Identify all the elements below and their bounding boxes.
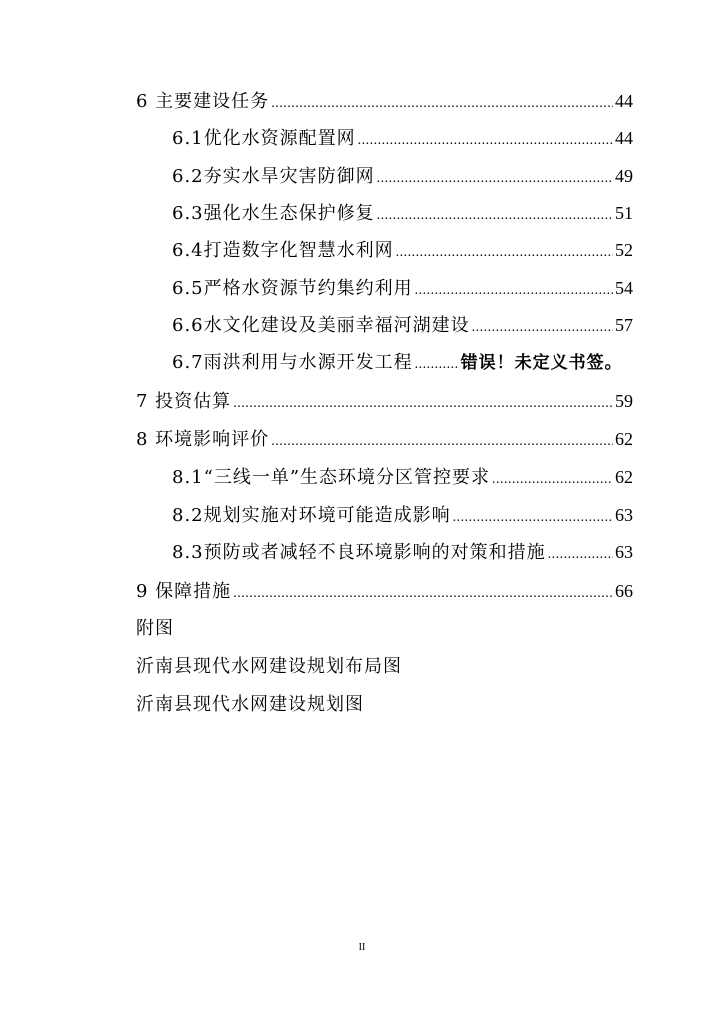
toc-entry[interactable] bbox=[172, 310, 633, 340]
toc-entry-page: 51 bbox=[615, 203, 633, 223]
toc-entry-title: 8.2规划实施对环境可能造成影响 bbox=[172, 505, 451, 526]
toc-entry[interactable] bbox=[172, 273, 633, 303]
toc-entry-page: 44 bbox=[615, 91, 633, 111]
dot-leader bbox=[415, 350, 459, 380]
toc-entry-page: 63 bbox=[615, 542, 633, 562]
dot-leader bbox=[396, 238, 613, 268]
appendix-heading: 附图 bbox=[136, 618, 174, 639]
toc-entry-page: 62 bbox=[615, 467, 633, 487]
dot-leader bbox=[492, 465, 613, 495]
toc-entry-page: 44 bbox=[615, 128, 633, 148]
dot-leader bbox=[358, 126, 613, 156]
dot-leader bbox=[377, 164, 613, 194]
page-number: II bbox=[358, 942, 366, 953]
toc-entry-page: 49 bbox=[615, 166, 633, 186]
toc-entry-title: 6.7雨洪利用与水源开发工程 bbox=[172, 352, 413, 373]
toc-entry[interactable] bbox=[136, 576, 633, 606]
toc-entry-title: 6.2夯实水旱灾害防御网 bbox=[172, 166, 375, 187]
toc-entry-title: 6.1优化水资源配置网 bbox=[172, 128, 356, 149]
toc-entry[interactable] bbox=[172, 161, 633, 191]
dot-leader bbox=[271, 89, 613, 119]
appendix-item[interactable]: 沂南县现代水网建设规划布局图 bbox=[136, 656, 402, 677]
dot-leader bbox=[453, 503, 613, 533]
toc-entry-title: 6.5严格水资源节约集约利用 bbox=[172, 278, 413, 299]
toc-entry[interactable] bbox=[172, 235, 633, 265]
toc-entry[interactable] bbox=[172, 537, 633, 567]
toc-entry[interactable] bbox=[172, 123, 633, 153]
toc-entry[interactable] bbox=[136, 424, 633, 454]
toc-entry-title: 9 保障措施 bbox=[136, 581, 232, 602]
toc-entry-page: 66 bbox=[615, 581, 633, 601]
toc-entry[interactable] bbox=[172, 462, 633, 492]
toc-entry-page: 52 bbox=[615, 240, 633, 260]
toc-entry-title: 8.3预防或者减轻不良环境影响的对策和措施 bbox=[172, 542, 546, 563]
toc-entry-title: 7 投资估算 bbox=[136, 391, 232, 412]
dot-leader bbox=[415, 276, 613, 306]
toc-entry-title: 8 环境影响评价 bbox=[136, 429, 270, 450]
dot-leader bbox=[377, 201, 613, 231]
toc-entry[interactable] bbox=[136, 86, 633, 116]
dot-leader bbox=[472, 313, 613, 343]
toc-entry-title: 6.4打造数字化智慧水利网 bbox=[172, 240, 394, 261]
toc-entry-title: 8.1“三线一单”生态环境分区管控要求 bbox=[172, 467, 491, 488]
toc-entry-title: 6.3强化水生态保护修复 bbox=[172, 203, 375, 224]
toc-entry-title: 6.6水文化建设及美丽幸福河湖建设 bbox=[172, 315, 470, 336]
dot-leader bbox=[548, 540, 613, 570]
toc-entry-page: 59 bbox=[615, 391, 633, 411]
bookmark-error-text: 错误！未定义书签。 bbox=[460, 353, 623, 373]
dot-leader bbox=[233, 579, 613, 609]
toc-entry-title: 6 主要建设任务 bbox=[136, 91, 270, 112]
toc-entry-page: 54 bbox=[615, 278, 633, 298]
dot-leader bbox=[233, 389, 613, 419]
toc-entry[interactable] bbox=[172, 348, 633, 378]
toc-entry-page: 63 bbox=[615, 505, 633, 525]
toc-entry[interactable] bbox=[172, 198, 633, 228]
dot-leader bbox=[271, 427, 613, 457]
appendix-item[interactable]: 沂南县现代水网建设规划图 bbox=[136, 694, 364, 715]
toc-entry[interactable] bbox=[172, 500, 633, 530]
toc-entry-page: 62 bbox=[615, 429, 633, 449]
toc-entry[interactable] bbox=[136, 386, 633, 416]
toc-entry-page: 57 bbox=[615, 315, 633, 335]
